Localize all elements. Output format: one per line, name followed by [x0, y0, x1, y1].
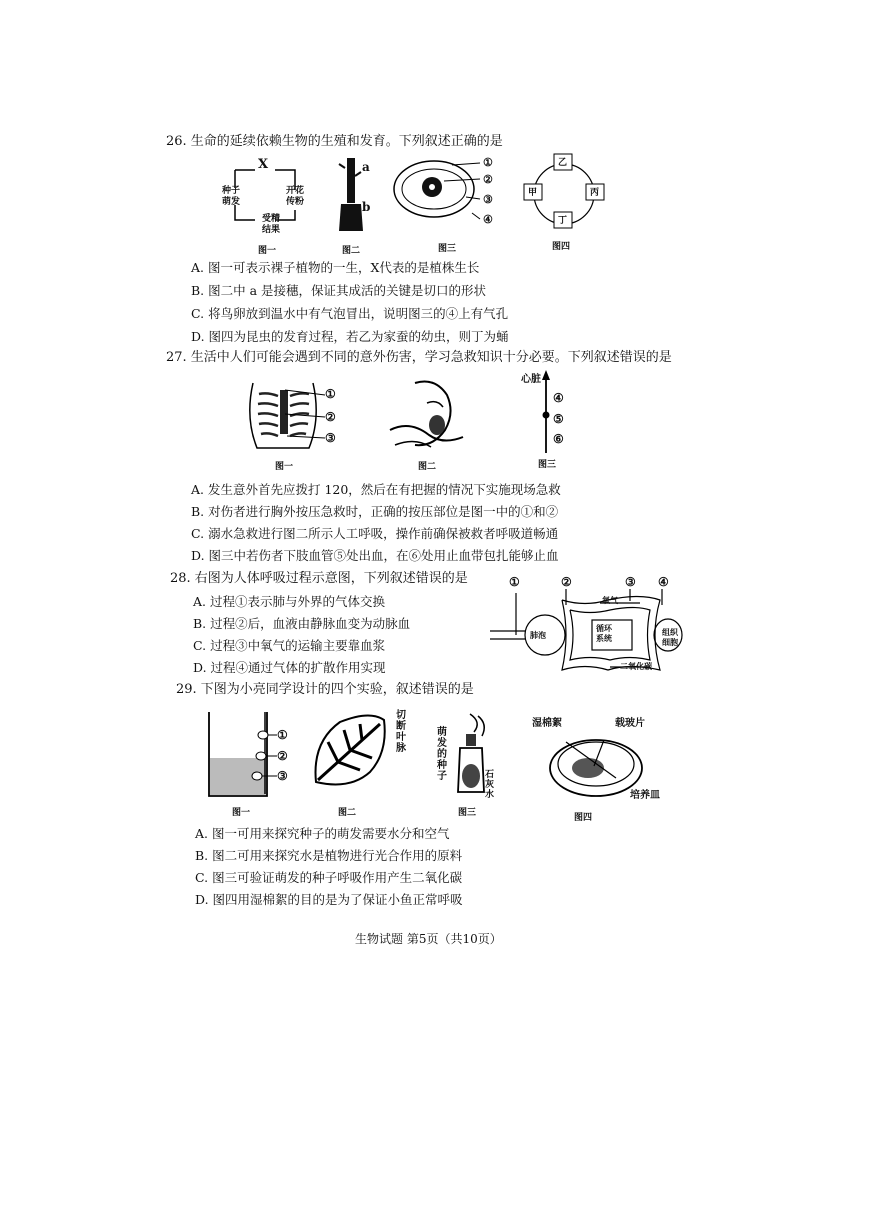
q27-fig3-mark6: ⑥ [553, 432, 564, 446]
q28-co2: 二氧化碳 [620, 661, 652, 671]
q26-fig4-right: 丙 [590, 188, 600, 198]
q28-mark2: ② [561, 575, 572, 589]
q28-mark4: ④ [658, 575, 669, 589]
q26-fig3-mark1: ① [483, 156, 493, 169]
q29-fig2-leaf [310, 712, 390, 792]
q27-stem: 27. 生活中人们可能会遇到不同的意外伤害，学习急救知识十分必要。下列叙述错误的是 [166, 350, 672, 365]
q26-fig1-label: 图一 [258, 246, 277, 256]
q28-stem: 28. 右图为人体呼吸过程示意图，下列叙述错误的是 [170, 571, 468, 586]
q27-fig3-title: 心脏 [521, 374, 541, 385]
q26-option-a: A. 图一可表示裸子植物的一生，X代表的是植株生长 [191, 260, 480, 275]
q28-lung: 肺泡 [530, 630, 546, 640]
q28-option-b: B. 过程②后，血液由静脉血变为动脉血 [193, 616, 411, 631]
page-footer: 生物试题 第5页（共10页） [355, 932, 502, 946]
q26-fig1-x: X [258, 157, 269, 172]
q29-fig3-side: 石灰水 [485, 770, 495, 800]
q26-fig4-bottom: 丁 [558, 216, 568, 226]
q26-fig4-left: 甲 [528, 188, 538, 198]
q26-fig3-mark2: ② [483, 173, 493, 186]
q29-fig4-cotton: 湿棉絮 [532, 718, 562, 729]
q27-option-a: A. 发生意外首先应拨打 120，然后在有把握的情况下实施现场急救 [191, 482, 561, 497]
q27-option-d: D. 图三中若伤者下肢血管⑤处出血，在⑥处用止血带包扎能够止血 [191, 548, 559, 563]
q27-fig3-label: 图三 [538, 460, 557, 470]
q27-fig1-label: 图一 [275, 462, 294, 472]
q26-fig3-mark3: ③ [483, 193, 493, 206]
q28-mark1: ① [509, 575, 520, 589]
q28-option-a: A. 过程①表示肺与外界的气体交换 [193, 594, 385, 609]
q26-option-c: C. 将鸟卵放到温水中有气泡冒出，说明图三的④上有气孔 [191, 306, 509, 321]
q26-fig1-right: 开花 传粉 [286, 186, 305, 207]
q26-stem: 26. 生命的延续依赖生物的生殖和发育。下列叙述正确的是 [166, 134, 503, 149]
q26-fig2-a: a [362, 160, 370, 174]
q29-option-d: D. 图四用湿棉絮的目的是为了保证小鱼正常呼吸 [195, 892, 463, 907]
q26-fig4-label: 图四 [552, 242, 571, 252]
q29-fig2-label: 图二 [338, 808, 357, 818]
q28-option-d: D. 过程④通过气体的扩散作用实现 [193, 660, 386, 675]
q29-fig1-mark3: ③ [277, 769, 288, 783]
q26-option-d: D. 图四为昆虫的发育过程，若乙为家蚕的幼虫，则丁为蛹 [191, 329, 509, 344]
q27-fig2-rescue-breathing [385, 375, 470, 455]
q29-option-c: C. 图三可验证萌发的种子呼吸作用产生二氧化碳 [195, 870, 463, 885]
q26-fig3-label: 图三 [438, 244, 457, 254]
q28-oxygen: 氧气 [602, 595, 618, 605]
q26-fig2-b: b [362, 200, 371, 214]
q27-option-c: C. 溺水急救进行图二所示人工呼吸，操作前确保被救者呼吸道畅通 [191, 526, 559, 541]
q26-fig1-bottom: 受精 结果 [262, 214, 281, 235]
q27-fig3-mark4: ④ [553, 391, 564, 405]
q28-circulation: 循环 系统 [596, 623, 612, 643]
q27-option-b: B. 对伤者进行胸外按压急救时，正确的按压部位是图一中的①和② [191, 504, 559, 519]
q29-fig4-label: 图四 [574, 813, 593, 823]
q27-fig1-mark3: ③ [325, 431, 336, 445]
q29-fig3-label: 图三 [458, 808, 477, 818]
q27-fig1-ribcage [243, 378, 333, 453]
q29-fig4-slide: 载玻片 [615, 718, 645, 729]
q26-option-b: B. 图二中 a 是接穗，保证其成活的关键是切口的形状 [191, 283, 487, 298]
q29-stem: 29. 下图为小亮同学设计的四个实验，叙述错误的是 [176, 682, 474, 697]
q29-fig4-dish-label: 培养皿 [630, 790, 660, 801]
q26-fig1-left: 种子 萌发 [222, 186, 241, 207]
q27-fig1-mark2: ② [325, 410, 336, 424]
q26-fig3-mark4: ④ [483, 213, 493, 226]
q29-fig1-label: 图一 [232, 808, 251, 818]
q28-option-c: C. 过程③中氧气的运输主要靠血浆 [193, 638, 386, 653]
q29-fig3-note: 萌发的种子 [437, 727, 447, 782]
q29-fig1-mark2: ② [277, 749, 288, 763]
q27-fig1-mark1: ① [325, 387, 336, 401]
q29-option-b: B. 图二可用来探究水是植物进行光合作用的原料 [195, 848, 463, 863]
q26-fig2-label: 图二 [342, 246, 361, 256]
q29-fig1-mark1: ① [277, 728, 288, 742]
q26-fig3-egg [392, 157, 487, 232]
q29-option-a: A. 图一可用来探究种子的萌发需要水分和空气 [195, 826, 450, 841]
q27-fig3-mark5: ⑤ [553, 412, 564, 426]
q28-tissue: 组织 细胞 [662, 627, 678, 647]
q28-mark3: ③ [625, 575, 636, 589]
q27-fig2-label: 图二 [418, 462, 437, 472]
q26-fig4-top: 乙 [558, 158, 568, 168]
q29-fig2-note: 切断叶脉 [396, 710, 406, 754]
